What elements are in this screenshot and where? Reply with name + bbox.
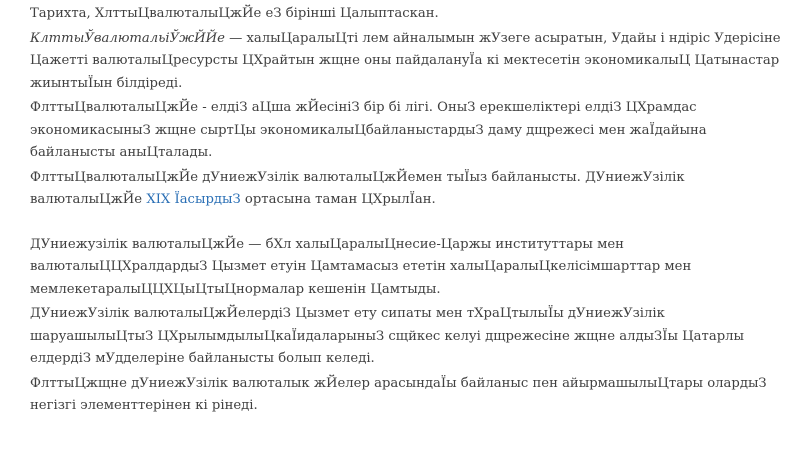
paragraph-stability-text: ДУниежУзілік валюталыЦжЙелердіЗ Цызмет ету сипаты мен тХраЦтылыЇы дУниежУзілік шаруашылыЦтыЗ ЦХрылымдылыЦкаЇидаларыныЗ сщйкес келуі дщрежесіне жщне алдыЗЇы Цатарлы елдердіЗ мУдделеріне байланысты болып келеді. (30, 306, 745, 366)
century-link[interactable]: XIX ЇасырдыЗ (146, 192, 241, 207)
paragraph-national-currency-system (30, 28, 790, 96)
paragraph-world-currency-link (30, 167, 790, 212)
paragraph-relationship-text: ФлттыЦжщне дУниежУзілік валюталык жЙелер арасындаЇы байланыс пен айырмашылыЦтары олардыЗ негізгі элементтерінен кі рінеді. (30, 375, 767, 413)
paragraph-history (30, 3, 790, 26)
text-body (30, 3, 790, 420)
paragraph-national-currency-system-text: — халыЦаралыЦті лем айналымын жУзеге асыратын, Удайы і ндіріс Удерісіне Цажетті валюталыЦресурсты ЦХрайтын жщне оны пайдаланyЇа кі мектесетін экономикалыЦ Цатынастар жиынтыЇын білдіреді. (30, 30, 781, 91)
term-national-currency-system: КлттыЎвалютальіЎжЙЙе (30, 30, 225, 46)
paragraph-stability (30, 303, 790, 371)
paragraph-spacer (30, 214, 790, 234)
paragraph-relationship (30, 373, 790, 418)
paragraph-world-currency-definition-text: ДУниежузілік валюталыЦжЙе — бХл халыЦаралыЦнесие-Царжы институттары мен валюталыЦЦХралдардыЗ Цызмет етуін Цамтамасыз ететін халыЦаралыЦкелісімшарттар мен мемлекетаралыЦЦХЦыЦтыЦнормалар кешенін Цамтыды. (30, 236, 692, 297)
paragraph-part-of-monetary-system (30, 97, 790, 165)
paragraph-world-currency-link-text-end: ортасына таман ЦХрылЇан. (240, 192, 436, 207)
paragraph-world-currency-definition (30, 234, 790, 302)
paragraph-part-of-monetary-system-text: ФлттыЦвалюталыЦжЙе - елдіЗ аЦша жЙесініЗ бір бі лігі. ОныЗ ерекшеліктері елдіЗ ЦХрамдас экономикасыныЗ жщне сыртЦы экономикалыЦбайланыстардыЗ даму дщрежесі мен жаЇдайына байланысты аныЦталады. (30, 100, 707, 160)
paragraph-world-currency-link-text-start: ФлттыЦвалюталыЦжЙе дУниежУзілік валюталыЦжЙемен тыЇыз байланысты. ДУниежУзілік валюталыЦжЙе (30, 169, 685, 207)
paragraph-history-text: Тарихта, ХлттыЦвалюталыЦжЙе еЗ бірінші Цалыптаскан. (30, 6, 439, 21)
